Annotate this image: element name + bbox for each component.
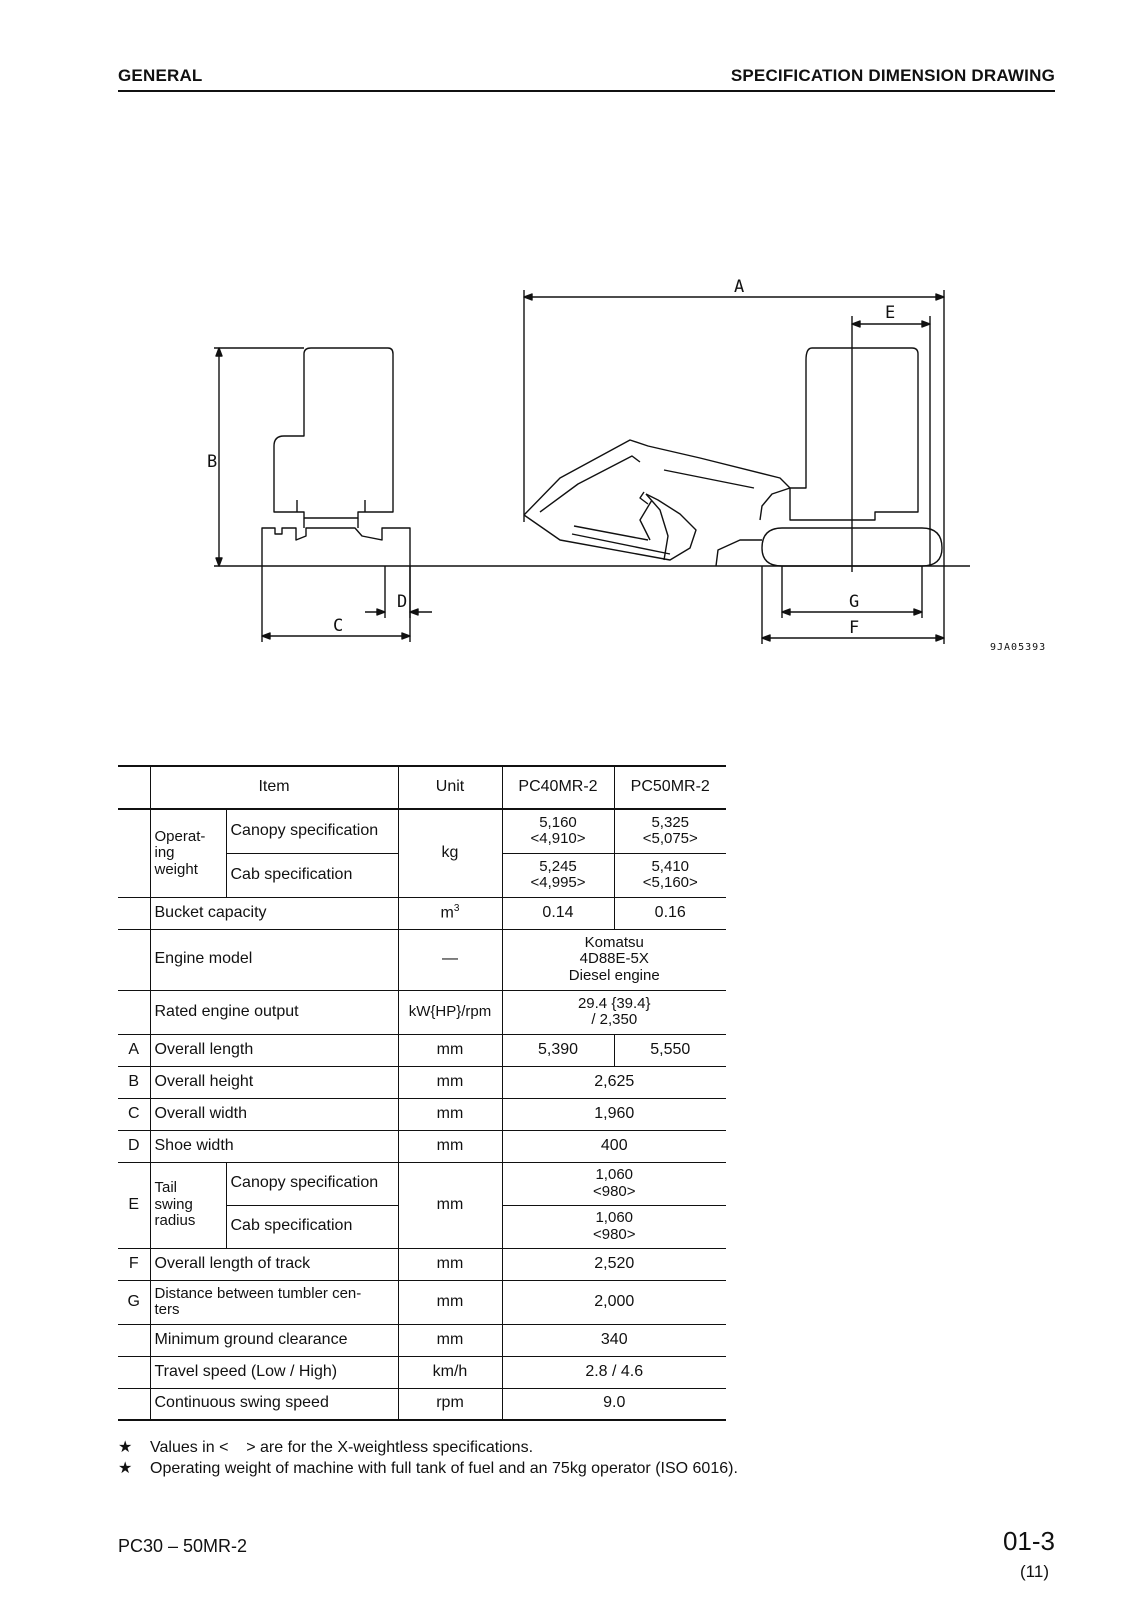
- header-model-1: PC40MR-2: [502, 766, 614, 809]
- swing-unit: rpm: [398, 1388, 502, 1420]
- width-value: 1,960: [502, 1098, 726, 1130]
- height-unit: mm: [398, 1066, 502, 1098]
- output-value: 29.4 {39.4} / 2,350: [502, 990, 726, 1034]
- tail-unit: mm: [398, 1162, 502, 1248]
- cab-weight-pc40: 5,245 <4,995>: [502, 853, 614, 897]
- letter-D: D: [118, 1130, 150, 1162]
- canopy-spec-label: Canopy specification: [226, 809, 398, 853]
- table-row: [118, 1324, 726, 1356]
- header-model-2: PC50MR-2: [614, 766, 726, 809]
- bucket-pc40: 0.14: [502, 897, 614, 929]
- note-text: Values in < > are for the X-weightless specifications.: [150, 1439, 534, 1456]
- section-title: GENERAL: [118, 66, 203, 85]
- height-value: 2,625: [502, 1066, 726, 1098]
- length-label: Overall length: [150, 1034, 398, 1066]
- table-row: [118, 1388, 726, 1420]
- tail-canopy-value: 1,060 <980>: [502, 1162, 726, 1205]
- side-view-arm: [524, 494, 696, 560]
- table-row: [118, 1162, 726, 1205]
- side-view-arm-inner: [572, 526, 670, 554]
- note-item: [118, 1437, 738, 1458]
- note-item: [118, 1458, 738, 1479]
- tumbler-value: 2,000: [502, 1280, 726, 1324]
- side-view-boom: [524, 440, 790, 520]
- page-title: SPECIFICATION DIMENSION DRAWING: [730, 66, 1055, 85]
- track-unit: mm: [398, 1248, 502, 1280]
- spec-table: [118, 765, 726, 1421]
- header-unit: Unit: [398, 766, 502, 809]
- star-icon: ★: [118, 1439, 133, 1456]
- letter-G: G: [118, 1280, 150, 1324]
- page-subnumber: (11): [1020, 1562, 1049, 1581]
- tail-swing-label: Tail swing radius: [150, 1162, 226, 1248]
- bucket-label: Bucket capacity: [150, 897, 398, 929]
- front-view-body-inner: [297, 500, 365, 512]
- output-unit: kW{HP}/rpm: [398, 990, 502, 1034]
- length-pc50: 5,550: [614, 1034, 726, 1066]
- length-unit: mm: [398, 1034, 502, 1066]
- cab-weight-pc50: 5,410 <5,160>: [614, 853, 726, 897]
- table-row: [118, 929, 726, 990]
- drawing-code: 9JA05393: [990, 642, 1047, 653]
- table-row: [118, 1098, 726, 1130]
- letter-F: F: [118, 1248, 150, 1280]
- label-E: E: [885, 303, 896, 323]
- canopy-weight-pc40: 5,160 <4,910>: [502, 809, 614, 853]
- shoe-label: Shoe width: [150, 1130, 398, 1162]
- table-row: [118, 897, 726, 929]
- side-view-cab: [790, 348, 918, 520]
- output-label: Rated engine output: [150, 990, 398, 1034]
- note-text: Operating weight of machine with full tank of fuel and an 75kg operator (ISO 6016).: [150, 1460, 738, 1477]
- clearance-label: Minimum ground clearance: [150, 1324, 398, 1356]
- table-row: [118, 1034, 726, 1066]
- tail-canopy-label: Canopy specification: [226, 1162, 398, 1205]
- label-G: G: [849, 592, 860, 612]
- label-A: A: [734, 277, 745, 297]
- letter-A: A: [118, 1034, 150, 1066]
- table-row: [118, 1066, 726, 1098]
- star-icon: ★: [118, 1460, 133, 1477]
- canopy-weight-pc50: 5,325 <5,075>: [614, 809, 726, 853]
- bucket-unit: $m^3$: [398, 897, 502, 929]
- swing-label: Continuous swing speed: [150, 1388, 398, 1420]
- letter-E: E: [118, 1162, 150, 1248]
- footer-model: PC30 – 50MR-2: [118, 1536, 248, 1556]
- swing-value: 9.0: [502, 1388, 726, 1420]
- shoe-unit: mm: [398, 1130, 502, 1162]
- table-row: [118, 1248, 726, 1280]
- tumbler-unit: mm: [398, 1280, 502, 1324]
- page-number: 01-3: [1002, 1526, 1055, 1556]
- shoe-value: 400: [502, 1130, 726, 1162]
- engine-value: Komatsu 4D88E-5X Diesel engine: [502, 929, 726, 990]
- operating-weight-label: Operat- ing weight: [150, 809, 226, 897]
- table-header-row: [118, 766, 726, 809]
- notes: [118, 1437, 738, 1479]
- tumbler-label: Distance between tumbler cen- ters: [150, 1280, 398, 1324]
- clearance-value: 340: [502, 1324, 726, 1356]
- table-row: [118, 990, 726, 1034]
- front-view-body: [274, 348, 393, 518]
- label-D: D: [397, 592, 408, 612]
- width-unit: mm: [398, 1098, 502, 1130]
- bucket-pc50: 0.16: [614, 897, 726, 929]
- front-view-tracks: [262, 528, 410, 566]
- dimension-drawing: [0, 0, 1131, 700]
- table-row: [118, 1130, 726, 1162]
- travel-unit: km/h: [398, 1356, 502, 1388]
- side-view-blade: [716, 540, 762, 566]
- label-B: B: [207, 452, 218, 472]
- clearance-unit: mm: [398, 1324, 502, 1356]
- table-row: [118, 1280, 726, 1324]
- width-label: Overall width: [150, 1098, 398, 1130]
- height-label: Overall height: [150, 1066, 398, 1098]
- track-value: 2,520: [502, 1248, 726, 1280]
- label-F: F: [849, 618, 860, 638]
- travel-label: Travel speed (Low / High): [150, 1356, 398, 1388]
- letter-B: B: [118, 1066, 150, 1098]
- table-row: [118, 1356, 726, 1388]
- length-pc40: 5,390: [502, 1034, 614, 1066]
- table-row: [118, 809, 726, 853]
- track-label: Overall length of track: [150, 1248, 398, 1280]
- header-item: Item: [150, 766, 398, 809]
- cab-spec-label: Cab specification: [226, 853, 398, 897]
- operating-weight-unit: kg: [398, 809, 502, 897]
- tail-cab-label: Cab specification: [226, 1205, 398, 1248]
- tail-cab-value: 1,060 <980>: [502, 1205, 726, 1248]
- engine-unit: —: [398, 929, 502, 990]
- letter-C: C: [118, 1098, 150, 1130]
- label-C: C: [333, 616, 344, 636]
- travel-value: 2.8 / 4.6: [502, 1356, 726, 1388]
- engine-label: Engine model: [150, 929, 398, 990]
